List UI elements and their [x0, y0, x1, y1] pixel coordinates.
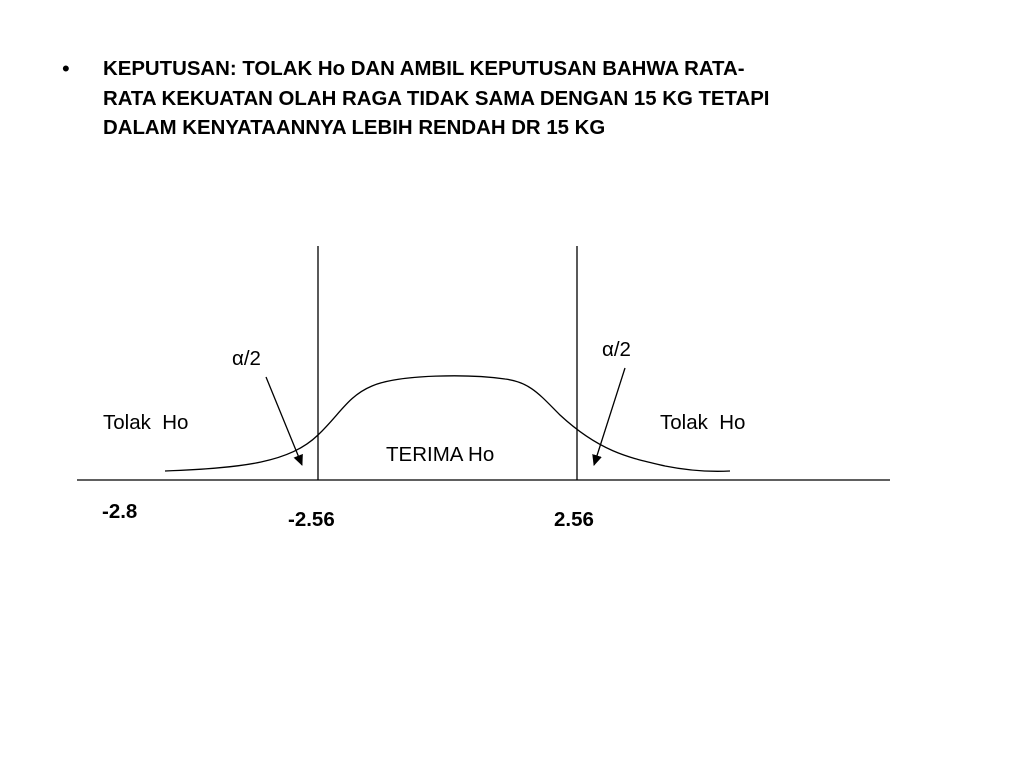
- bullet-dot-icon: •: [62, 56, 70, 81]
- arrow-right: [594, 368, 625, 465]
- reject-region-right-label: Tolak Ho: [660, 411, 746, 434]
- decision-line-2: RATA KEKUATAN OLAH RAGA TIDAK SAMA DENGAN 15 KG TETAPI: [103, 87, 770, 110]
- critical-value-left: -2.56: [288, 508, 335, 531]
- alpha-right-label: α/2: [602, 338, 631, 361]
- arrow-left: [266, 377, 302, 465]
- critical-value-right: 2.56: [554, 508, 594, 531]
- alpha-left-label: α/2: [232, 347, 261, 370]
- decision-line-3: DALAM KENYATAANNYA LEBIH RENDAH DR 15 KG: [103, 117, 606, 139]
- accept-region-label: TERIMA Ho: [386, 443, 495, 466]
- decision-line-1: KEPUTUSAN: TOLAK Ho DAN AMBIL KEPUTUSAN BAHWA RATA-: [103, 58, 745, 80]
- reject-region-left-label: Tolak Ho: [103, 411, 189, 434]
- test-statistic-value: -2.8: [102, 500, 138, 523]
